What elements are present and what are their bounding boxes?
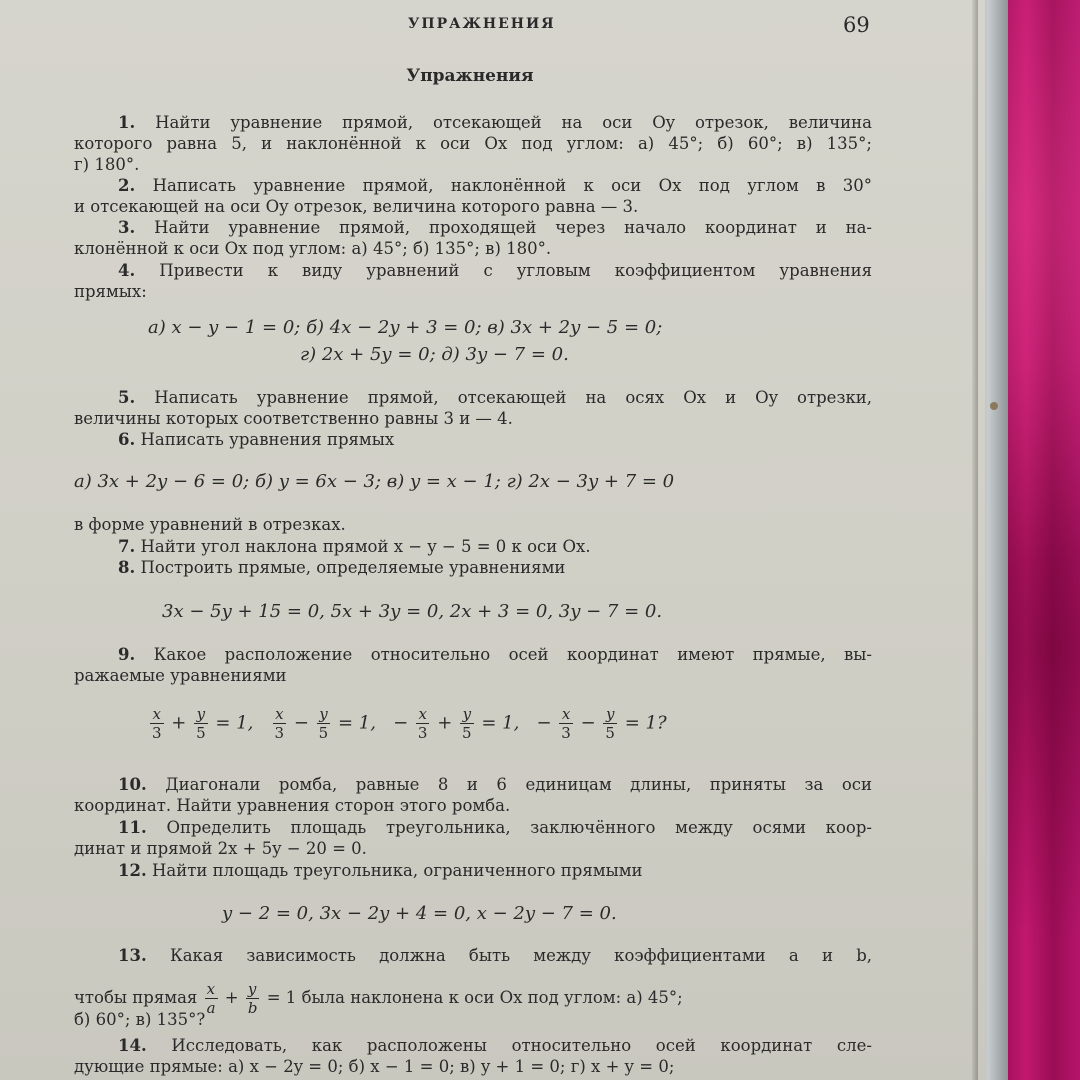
exercise-10-line-1: 10. Диагонали ромба, равные 8 и 6 единицам длины, приняты за оси: [118, 775, 872, 794]
page-edge-shadow: [972, 0, 978, 1080]
fraction: $\frac{x}{3}$: [417, 705, 428, 742]
fraction: $\frac{y}{5}$: [462, 705, 472, 742]
fraction: $\frac{x}{3}$: [561, 705, 571, 742]
fraction: $\frac{x}{3}$: [152, 705, 162, 742]
exercise-12-formula: y − 2 = 0, 3x − 2y + 4 = 0, x − 2y − 7 = 0.: [222, 903, 617, 924]
exercise-4-line-2: прямых:: [74, 282, 147, 301]
exercise-14-line-1: 14. Исследовать, как расположены относительно осей координат сле-: [118, 1036, 872, 1055]
fraction: $\frac{y}{b}$: [247, 980, 258, 1017]
exercise-5-line-2: величины которых соответственно равны 3 и — 4.: [74, 409, 513, 428]
exercise-11-line-2: динат и прямой 2x + 5y − 20 = 0.: [74, 839, 367, 858]
page-number: 69: [843, 13, 870, 37]
exercise-6-line-2: в форме уравнений в отрезках.: [74, 515, 346, 534]
exercise-8-formula: 3x − 5y + 15 = 0, 5x + 3y = 0, 2x + 3 = 0, 3y − 7 = 0.: [162, 601, 663, 622]
exercise-13-line-2: чтобы прямая $\frac{x}{a}$ + $\frac{y}{b}$ = 1 была наклонена к оси Ox под углом: а) 45°;: [74, 980, 683, 1017]
fraction: $\frac{x}{a}$: [206, 980, 216, 1017]
running-head: УПРАЖНЕНИЯ: [408, 16, 556, 32]
exercise-5-line-1: 5. Написать уравнение прямой, отсекающей на осях Ox и Oy отрезки,: [118, 388, 872, 407]
fraction: $\frac{x}{3}$: [274, 705, 285, 742]
exercise-1-line-2: которого равна 5, и наклонённой к оси Ox под углом: а) 45°; б) 60°; в) 135°;: [74, 134, 872, 153]
exercise-9-line-1: 9. Какое расположение относительно осей координат имеют прямые, вы-: [118, 645, 872, 664]
exercise-4-line-1: 4. Привести к виду уравнений с угловым коэффициентом уравнения: [118, 261, 872, 280]
exercise-3-line-1: 3. Найти уравнение прямой, проходящей через начало координат и на-: [118, 218, 872, 237]
exercise-4-formula-2: г) 2x + 5y = 0; д) 3y − 7 = 0.: [300, 344, 569, 365]
exercise-4-formula-1: а) x − y − 1 = 0; б) 4x − 2y + 3 = 0; в) 3x + 2y − 5 = 0;: [148, 317, 663, 338]
exercise-2-line-2: и отсекающей на оси Oy отрезок, величина которого равна — 3.: [74, 197, 639, 216]
exercise-9-line-2: ражаемые уравнениями: [74, 666, 287, 685]
exercise-14-line-2: дующие прямые: а) x − 2y = 0; б) x − 1 = 0; в) y + 1 = 0; г) x + y = 0;: [74, 1057, 675, 1076]
exercise-6-line-1: 6. Написать уравнения прямых: [118, 430, 395, 449]
fraction: $\frac{y}{5}$: [605, 705, 615, 742]
exercise-1-line-3: г) 180°.: [74, 155, 140, 174]
binding-hole: [990, 402, 998, 410]
fraction: $\frac{y}{5}$: [318, 705, 329, 742]
exercise-8-line-1: 8. Построить прямые, определяемые уравнениями: [118, 558, 566, 577]
exercise-1-line-1: 1. Найти уравнение прямой, отсекающей на оси Oy отрезок, величина: [118, 113, 872, 132]
exercise-13-line-3: б) 60°; в) 135°?: [74, 1010, 206, 1029]
exercise-11-line-1: 11. Определить площадь треугольника, заключённого между осями коор-: [118, 818, 872, 837]
exercise-13-line-1: 13. Какая зависимость должна быть между коэффициентами a и b,: [118, 946, 872, 965]
fraction: $\frac{y}{5}$: [196, 705, 206, 742]
exercise-6-formula: а) 3x + 2y − 6 = 0; б) y = 6x − 3; в) y = x − 1; г) 2x − 3y + 7 = 0: [74, 471, 675, 492]
exercise-10-line-2: координат. Найти уравнения сторон этого ромба.: [74, 796, 511, 815]
exercise-7-line-1: 7. Найти угол наклона прямой x − y − 5 = 0 к оси Ox.: [118, 537, 591, 556]
exercise-2-line-1: 2. Написать уравнение прямой, наклонённой к оси Ox под углом в 30°: [118, 176, 872, 195]
exercise-3-line-2: клонённой к оси Ox под углом: а) 45°; б) 135°; в) 180°.: [74, 239, 552, 258]
section-title: Упражнения: [406, 66, 534, 86]
exercise-9-formula: $\frac{x}{3}$ + $\frac{y}{5}$ = 1, $\frac{x}{3}$ − $\frac{y}{5}$ = 1, − $\frac{x}{3}$ + $\frac{y}{5}$ = 1, − $\frac{x}{3}$ − $\frac{y}{5}$ = 1?: [152, 705, 667, 742]
exercise-12-line-1: 12. Найти площадь треугольника, ограниченного прямыми: [118, 861, 643, 880]
